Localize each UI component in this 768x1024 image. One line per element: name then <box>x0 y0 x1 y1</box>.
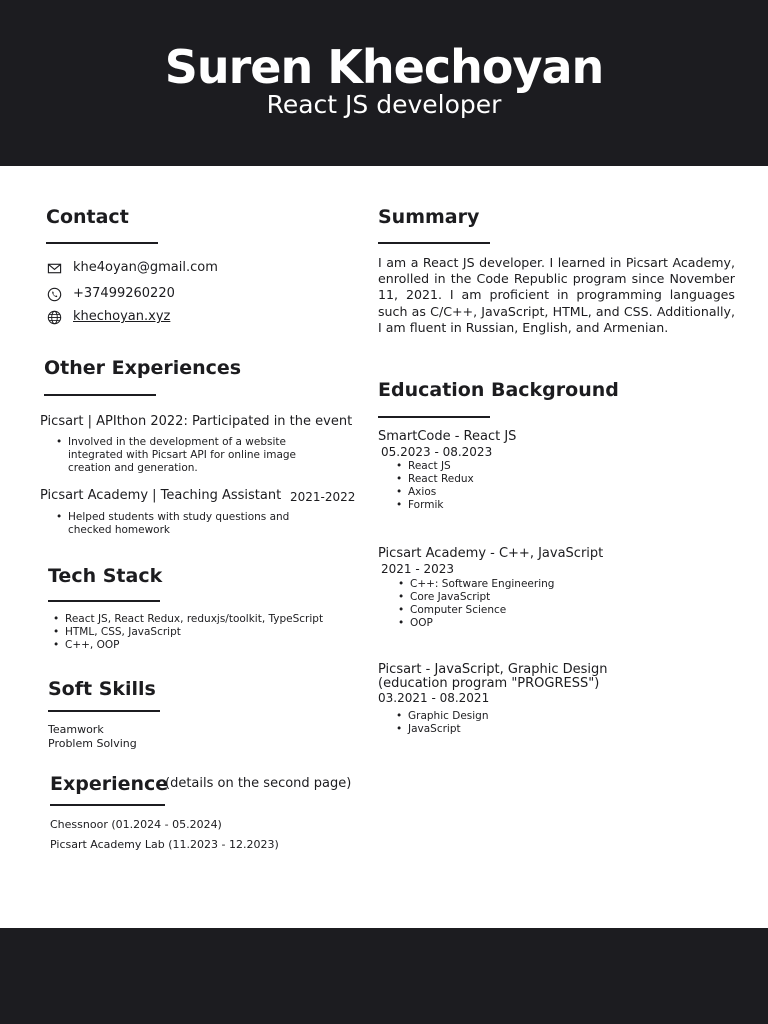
education-bullets <box>410 578 554 630</box>
contact-email[interactable]: khe4oyan@gmail.com <box>73 260 218 275</box>
other-experience-heading: Picsart Academy | Teaching Assistant <box>40 488 282 503</box>
education-bullets <box>408 710 489 736</box>
tech-stack-rule <box>48 600 160 602</box>
soft-skills-rule <box>48 710 160 712</box>
list-item: • Core JavaScript <box>410 591 554 604</box>
list-item: • Helped students with study questions and <box>68 511 289 524</box>
summary-rule <box>378 242 490 244</box>
header-banner <box>0 0 768 166</box>
education-date: 03.2021 - 08.2021 <box>378 691 490 705</box>
list-item: • Computer Science <box>410 604 554 617</box>
list-item: • React JS, React Redux, reduxjs/toolkit, TypeScript <box>65 613 323 626</box>
list-item: • JavaScript <box>408 723 489 736</box>
list-item: • C++, OOP <box>65 639 323 652</box>
person-role: React JS developer <box>266 90 502 119</box>
list-item-continuation: creation and generation. <box>68 462 198 474</box>
education-heading-line2: (education program "PROGRESS") <box>378 676 600 691</box>
summary-title: Summary <box>378 206 480 228</box>
experience-rule <box>50 804 165 806</box>
other-experiences-title: Other Experiences <box>44 357 242 379</box>
education-heading: Picsart - JavaScript, Graphic Design <box>378 662 608 677</box>
experience-item: Picsart Academy Lab (11.2023 - 12.2023) <box>50 838 279 851</box>
list-item: • C++: Software Engineering <box>410 578 554 591</box>
mail-icon <box>47 261 62 276</box>
list-item: • Formik <box>408 499 474 512</box>
soft-skills-title: Soft Skills <box>48 678 156 700</box>
soft-skill-item: Problem Solving <box>48 737 137 750</box>
education-heading: SmartCode - React JS <box>378 429 517 444</box>
experience-title: Experience <box>50 773 169 795</box>
list-item: • Axios <box>408 486 474 499</box>
person-name: Suren Khechoyan <box>164 40 604 94</box>
tech-stack-title: Tech Stack <box>48 565 163 587</box>
contact-website-link[interactable]: khechoyan.xyz <box>73 309 171 324</box>
education-bullets <box>408 460 474 512</box>
contact-title: Contact <box>46 206 129 228</box>
list-item: • React Redux <box>408 473 474 486</box>
contact-phone[interactable]: +37499260220 <box>73 286 175 301</box>
list-item: • React JS <box>408 460 474 473</box>
other-experience-date: 2021-2022 <box>290 490 356 504</box>
list-item: • OOP <box>410 617 554 630</box>
other-experience-bullets <box>68 511 289 524</box>
education-date: 05.2023 - 08.2023 <box>381 445 493 459</box>
globe-icon <box>47 310 62 325</box>
education-rule <box>378 416 490 418</box>
other-experience-heading: Picsart | APIthon 2022: Participated in the event <box>40 414 353 429</box>
experience-note: (details on the second page) <box>165 776 352 791</box>
summary-text: I am a React JS developer. I learned in Picsart Academy, enrolled in the Code Republic program since November 11, 2021. I am proficient in programming languages such as C/C++, JavaScript, HTML, and CSS. Additionally, I am fluent in Russian, English, and Armenian. <box>378 255 735 335</box>
list-item-continuation: integrated with Picsart API for online image <box>68 449 297 461</box>
list-item-continuation: checked homework <box>68 524 171 536</box>
education-heading: Picsart Academy - C++, JavaScript <box>378 546 604 561</box>
list-item: • Involved in the development of a website <box>68 436 286 449</box>
soft-skill-item: Teamwork <box>48 723 104 736</box>
list-item: • Graphic Design <box>408 710 489 723</box>
tech-stack-list <box>65 613 323 652</box>
contact-rule <box>46 242 158 244</box>
footer-banner <box>0 928 768 1024</box>
list-item: • HTML, CSS, JavaScript <box>65 626 323 639</box>
other-experiences-rule <box>44 394 156 396</box>
phone-icon <box>47 287 62 302</box>
education-title: Education Background <box>378 379 619 401</box>
education-date: 2021 - 2023 <box>381 562 455 576</box>
experience-item: Chessnoor (01.2024 - 05.2024) <box>50 818 222 831</box>
other-experience-bullets <box>68 436 286 449</box>
